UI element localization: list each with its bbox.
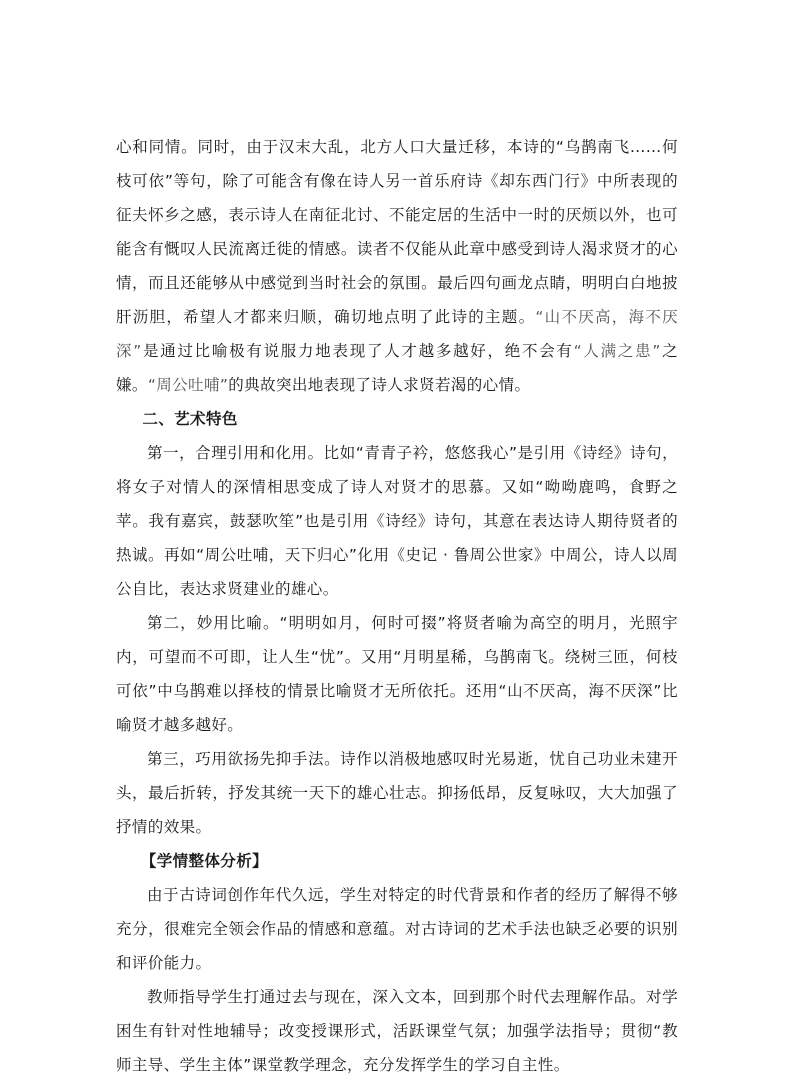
- quote-overpopulation: “人满之患”: [573, 342, 661, 360]
- paragraph-text: 心和同情。同时，由于汉末大乱，北方人口大量迁移，本诗的“乌鹊南飞……何枝可依”等句，除了可能含有像在诗人另一首乐府诗《却东西门行》中所表现的征夫怀乡之感，表示诗人在南征北讨、不能定居的生活中一时的厌烦以外，也可能含有慨叹人民流离迁徙的情感。读者不仅能从此章中感受到诗人渴求贤才的心情，而且还能够从中感觉到当时社会的氛围。最后四句画龙点睛，明明白白地披肝沥胆，希望人才都来归顺，确切地点明了此诗的主题。: [116, 138, 678, 326]
- paragraph-text: 是通过比喻极有说服力地表现了人才越多越好，绝不会有: [141, 342, 574, 360]
- document-body: [116, 130, 678, 1082]
- paragraph-analysis-first: 由于古诗词创作年代久远，学生对特定的时代背景和作者的经历了解得不够充分，很难完全领会作品的情感和意蕴。对古诗词的艺术手法也缺乏必要的识别和评价能力。: [116, 886, 678, 972]
- quote-duke-zhou: “周公吐哺”: [147, 376, 229, 394]
- paragraph-text: 的典故突出地表现了诗人求贤若渴的心情。: [228, 376, 531, 394]
- paragraph-art-first: 第一，合理引用和化用。比如“青青子衿，悠悠我心”是引用《诗经》诗句，将女子对情人的深情相思变成了诗人对贤才的思慕。又如“呦呦鹿鸣，食野之苹。我有嘉宾，鼓瑟吹笙”也是引用《诗经》诗句，其意在表达诗人期待贤者的热诚。再如“周公吐哺，天下归心”化用《史记 · 鲁周公世家》中周公，诗人以周公自比，表达求贤建业的雄心。: [116, 444, 678, 598]
- paragraph-art-third: 第三，巧用欲扬先抑手法。诗作以消极地感叹时光易逝，忧自己功业未建开头，最后折转，抒发其统一天下的雄心壮志。抑扬低昂，反复咏叹，大大加强了抒情的效果。: [116, 750, 678, 836]
- paragraph-art-second: 第二，妙用比喻。“明明如月，何时可掇”将贤者喻为高空的明月，光照宇内，可望而不可即，让人生“忧”。又用“月明星稀，乌鹊南飞。绕树三匝，何枝可依”中乌鹊难以择枝的情景比喻贤才无所依托。还用“山不厌高，海不厌深”比喻贤才越多越好。: [116, 614, 678, 734]
- heading-artistic-features: 二、艺术特色: [142, 410, 238, 428]
- paragraph-continued: [116, 130, 678, 402]
- heading-student-analysis: 【学情整体分析】: [140, 852, 268, 870]
- paragraph-analysis-second: 教师指导学生打通过去与现在，深入文本，回到那个时代去理解作品。对学困生有针对性地辅导；改变授课形式，活跃课堂气氛；加强学法指导；贯彻“教师主导、学生主体”课堂教学理念，充分发挥学生的学习自主性。: [116, 988, 678, 1074]
- quote-mountain-sea: “山不厌高，海不厌深”: [116, 308, 678, 360]
- paragraph-text: 之嫌。: [116, 342, 678, 394]
